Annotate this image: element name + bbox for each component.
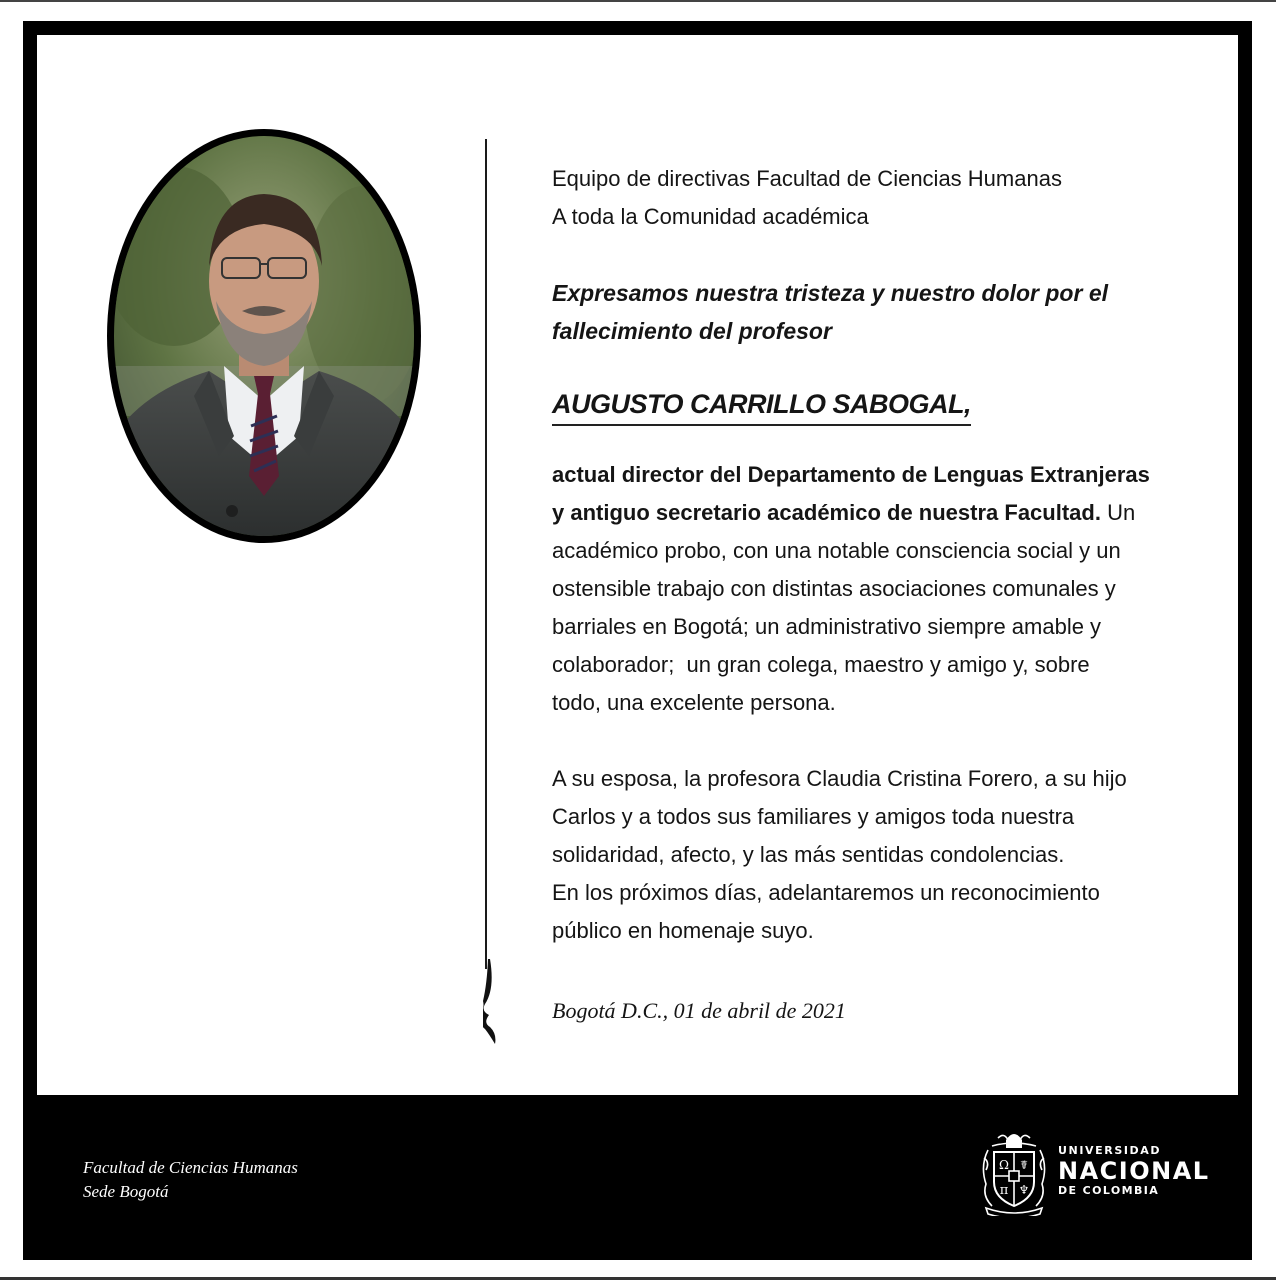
family-line: A su esposa, la profesora Claudia Cristina Forero, a su hijo: [552, 766, 1127, 791]
notice-date: Bogotá D.C., 01 de abril de 2021: [552, 998, 846, 1023]
portrait-photo: [114, 136, 414, 536]
logo-line-3: DE COLOMBIA: [1058, 1184, 1160, 1197]
family-line: En los próximos días, adelantaremos un reconocimiento: [552, 880, 1100, 905]
portrait-frame: [107, 129, 421, 543]
family-paragraph: [552, 760, 1172, 950]
logo-line-2: NACIONAL: [1058, 1157, 1210, 1185]
svg-text:Ω: Ω: [999, 1158, 1009, 1172]
top-edge-line: [0, 0, 1276, 2]
university-wordmark: [1058, 1144, 1210, 1198]
recipient-line: A toda la Comunidad académica: [552, 204, 869, 229]
condolence-lead: [552, 274, 1172, 350]
portrait-illustration: [114, 136, 414, 536]
svg-text:☤: ☤: [1019, 1158, 1029, 1172]
black-frame: [23, 21, 1252, 1260]
svg-text:♆: ♆: [1018, 1183, 1030, 1197]
decorative-divider: [483, 139, 513, 1049]
role-line-2: [552, 494, 1172, 532]
coat-of-arms-icon: [978, 1126, 1050, 1216]
svg-text:π: π: [999, 1183, 1009, 1198]
family-line: Carlos y a todos sus familiares y amigos toda nuestra: [552, 804, 1075, 829]
tribute-line: todo, una excelente persona.: [552, 690, 836, 715]
tribute-line: colaborador; un gran colega, maestro y amigo y, sobre: [552, 652, 1090, 677]
tribute-line: barriales en Bogotá; un administrativo siempre amable y: [552, 614, 1102, 639]
university-logo: [978, 1126, 1210, 1218]
notice-panel: [37, 35, 1238, 1095]
role-line-rest: Un: [1100, 500, 1136, 525]
lead-line: fallecimiento del profesor: [552, 318, 832, 344]
tribute-line: ostensible trabajo con distintas asociaciones comunales y: [552, 576, 1116, 601]
family-line: solidaridad, afecto, y las más sentidas condolencias.: [552, 842, 1065, 867]
role-line: actual director del Departamento de Lenguas Extranjeras: [552, 462, 1150, 487]
deceased-name: AUGUSTO CARRILLO SABOGAL,: [552, 386, 971, 426]
footer-faculty: [83, 1156, 298, 1204]
lead-line: Expresamos nuestra tristeza y nuestro dolor por el: [552, 280, 1108, 306]
campus-name: Sede Bogotá: [83, 1182, 169, 1201]
role-line-bold: y antiguo secretario académico de nuestra Facultad.: [552, 500, 1101, 525]
tribute-paragraph: [552, 456, 1172, 722]
logo-line-1: UNIVERSIDAD: [1058, 1144, 1162, 1157]
faculty-name: Facultad de Ciencias Humanas: [83, 1158, 298, 1177]
notice-text: [552, 160, 1172, 1030]
tribute-line: académico probo, con una notable consciencia social y un: [552, 538, 1121, 563]
recipient-line: Equipo de directivas Facultad de Ciencias Humanas: [552, 166, 1062, 191]
family-line: público en homenaje suyo.: [552, 918, 814, 943]
recipients: [552, 160, 1172, 236]
